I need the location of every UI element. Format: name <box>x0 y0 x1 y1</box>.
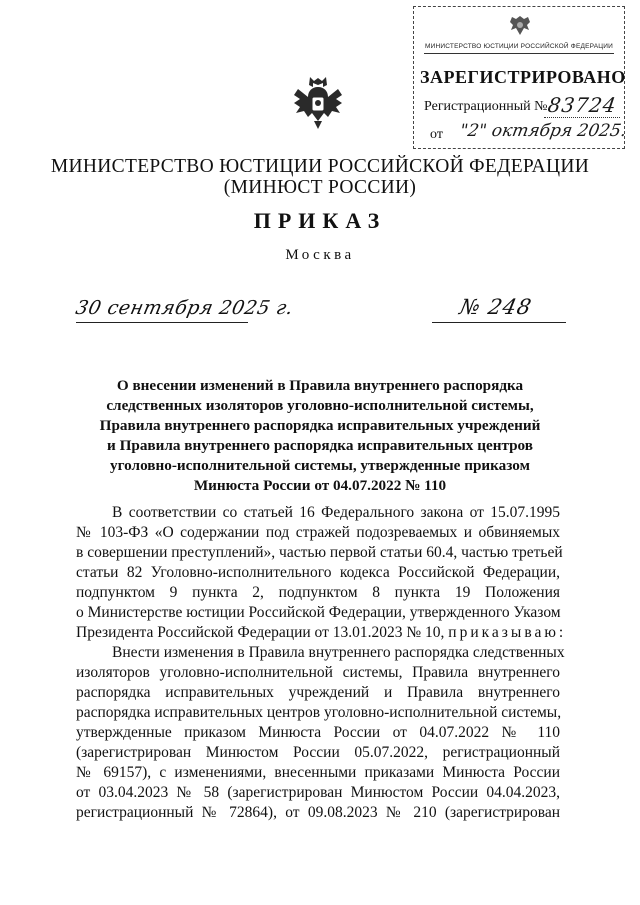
order-number-underline <box>432 322 566 323</box>
order-word: приказываю: <box>448 624 567 641</box>
paragraph-line: (зарегистрирован Минюстом России 05.07.2022, регистрационный <box>76 744 560 761</box>
order-number: № 248 <box>457 295 535 319</box>
paragraph-line: В соответствии со статьей 16 Федерального закона от 15.07.1995 <box>112 504 560 521</box>
ministry-short-name: (МИНЮСТ РОССИИ) <box>223 177 417 198</box>
heading-line: следственных изоляторов уголовно-исполнительной системы, <box>106 397 534 414</box>
stamp-registered-label: ЗАРЕГИСТРИРОВАНО <box>420 67 626 87</box>
order-heading <box>60 376 580 496</box>
heading-line: О внесении изменений в Правила внутреннего распорядка <box>116 377 524 394</box>
paragraph-line: в совершении преступлений», частью первой статьи 60.4, частью третьей <box>76 544 563 561</box>
paragraph-amendments <box>76 643 565 823</box>
stamp-regnum-value: 83724 <box>546 93 619 117</box>
stamp-ministry-name: МИНИСТЕРСТВО ЮСТИЦИИ РОССИЙСКОЙ ФЕДЕРАЦИИ <box>424 43 614 50</box>
heading-line: и Правила внутреннего распорядка исправительных центров <box>107 437 533 454</box>
city: Москва <box>285 247 355 263</box>
order-date: 30 сентября 2025 г. <box>73 297 296 319</box>
stamp-regnum-label: Регистрационный № <box>424 99 548 114</box>
stamp-divider <box>424 53 614 54</box>
paragraph-line-final <box>76 623 567 643</box>
stamp-regnum-underline <box>544 117 620 118</box>
coat-of-arms-icon <box>290 73 346 133</box>
stamp-emblem-icon <box>506 13 534 39</box>
paragraph-line: о Министерстве юстиции Российской Федерации, утвержденного Указом <box>76 604 561 621</box>
document-type: ПРИКАЗ <box>253 208 387 233</box>
paragraph-line: Внести изменения в Правила внутреннего распорядка следственных <box>112 644 565 661</box>
heading-line: уголовно-исполнительной системы, утвержденные приказом <box>110 457 530 474</box>
heading-line: Правила внутреннего распорядка исправительных учреждений <box>99 417 541 434</box>
paragraph-line: утвержденные приказом Минюста России от 04.07.2022 № 110 <box>76 724 560 741</box>
paragraph-line-text: Президента Российской Федерации от 13.01.2023 № 10, <box>76 624 445 641</box>
paragraph-line: изоляторов уголовно-исполнительной системы, Правила внутреннего <box>76 664 560 681</box>
paragraph-line: регистрационный № 72864), от 09.08.2023 № 210 (зарегистрирован <box>76 804 560 821</box>
paragraph-line: от 03.04.2023 № 58 (зарегистрирован Минюстом России 04.04.2023, <box>76 784 560 801</box>
heading-line: Минюста России от 04.07.2022 № 110 <box>193 477 447 494</box>
stamp-date-value: "2" октября 2025. <box>458 121 628 141</box>
paragraph-line: распорядка исправительных учреждений и Правила внутреннего <box>76 684 560 701</box>
paragraph-line: подпунктом 9 пункта 2, подпунктом 8 пункта 19 Положения <box>76 584 560 601</box>
ministry-title: МИНИСТЕРСТВО ЮСТИЦИИ РОССИЙСКОЙ ФЕДЕРАЦИИ <box>50 156 590 177</box>
registration-stamp <box>413 6 628 149</box>
paragraph-line: распорядка исправительных центров уголовно-исполнительной системы, <box>76 704 562 721</box>
paragraph-line: статьи 82 Уголовно-исполнительного кодекса Российской Федерации, <box>76 564 560 581</box>
paragraph-line: № 69157), с изменениями, внесенными приказами Минюста России <box>76 764 560 781</box>
stamp-date-label: от <box>430 127 443 142</box>
order-date-underline <box>76 322 248 323</box>
paragraph-line: № 103-ФЗ «О содержании под стражей подозреваемых и обвиняемых <box>76 524 560 541</box>
paragraph-basis <box>76 503 567 643</box>
